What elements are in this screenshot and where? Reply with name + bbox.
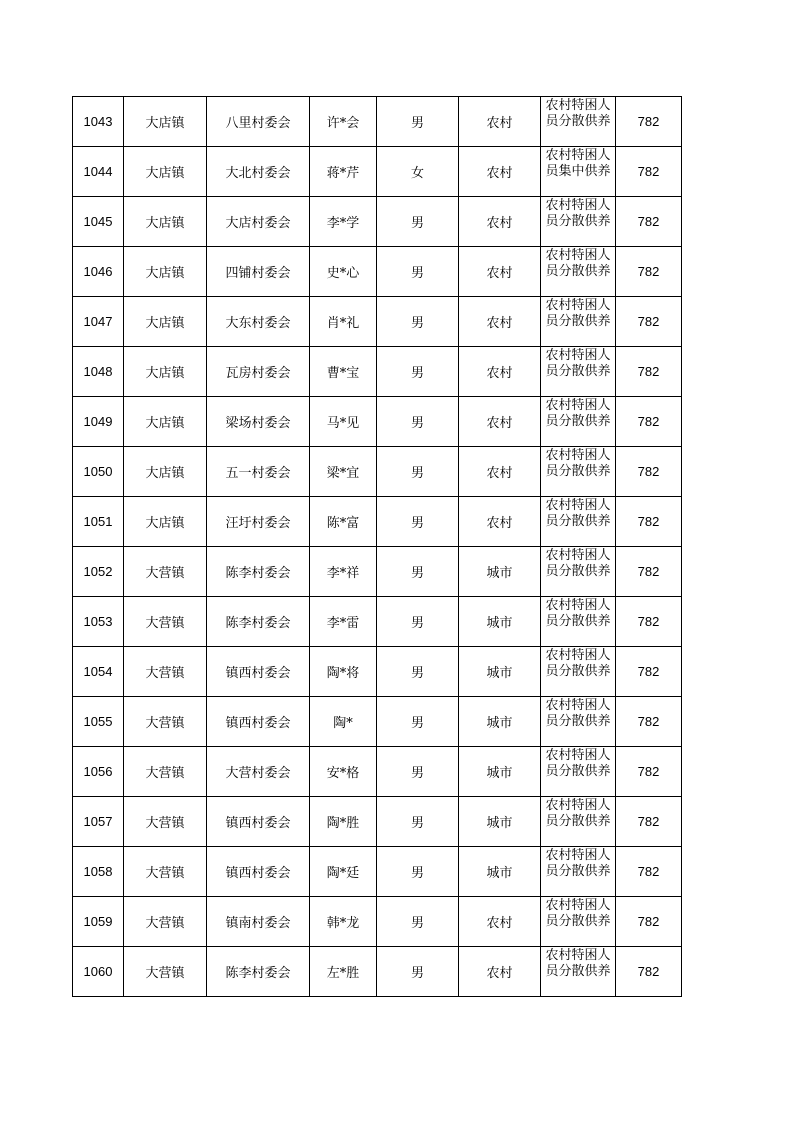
town-cell: 大店镇 (124, 347, 207, 397)
town-cell: 大营镇 (124, 747, 207, 797)
support-type-cell (541, 897, 616, 947)
gender-cell: 男 (377, 297, 459, 347)
person-name-cell: 许*会 (310, 97, 377, 147)
amount-cell: 782 (616, 147, 682, 197)
record-number-cell: 1060 (73, 947, 124, 997)
gender-cell: 男 (377, 597, 459, 647)
town-cell: 大营镇 (124, 597, 207, 647)
amount-cell: 782 (616, 497, 682, 547)
table-row (73, 247, 682, 297)
support-type-text: 农村特困人员分散供养 (545, 548, 611, 579)
person-name-cell: 李*学 (310, 197, 377, 247)
record-number-cell: 1043 (73, 97, 124, 147)
support-type-cell (541, 247, 616, 297)
town-cell: 大店镇 (124, 147, 207, 197)
town-cell: 大营镇 (124, 947, 207, 997)
person-name-cell: 李*祥 (310, 547, 377, 597)
gender-cell: 男 (377, 697, 459, 747)
relief-recipients-table (72, 96, 682, 997)
record-number-cell: 1048 (73, 347, 124, 397)
table-row (73, 447, 682, 497)
gender-cell: 男 (377, 547, 459, 597)
person-name-cell: 安*格 (310, 747, 377, 797)
gender-cell: 男 (377, 947, 459, 997)
table-row (73, 797, 682, 847)
table-row (73, 197, 682, 247)
village-committee-cell: 四铺村委会 (207, 247, 310, 297)
amount-cell: 782 (616, 347, 682, 397)
record-number-cell: 1056 (73, 747, 124, 797)
town-cell: 大营镇 (124, 897, 207, 947)
table-row (73, 397, 682, 447)
support-type-cell (541, 697, 616, 747)
support-type-cell (541, 447, 616, 497)
support-type-cell (541, 647, 616, 697)
town-cell: 大店镇 (124, 397, 207, 447)
village-committee-cell: 镇西村委会 (207, 647, 310, 697)
village-committee-cell: 镇西村委会 (207, 697, 310, 747)
village-committee-cell: 汪圩村委会 (207, 497, 310, 547)
amount-cell: 782 (616, 447, 682, 497)
village-committee-cell: 梁场村委会 (207, 397, 310, 447)
support-type-cell (541, 597, 616, 647)
area-type-cell: 城市 (459, 647, 541, 697)
amount-cell: 782 (616, 947, 682, 997)
gender-cell: 男 (377, 847, 459, 897)
amount-cell: 782 (616, 397, 682, 447)
person-name-cell: 左*胜 (310, 947, 377, 997)
amount-cell: 782 (616, 97, 682, 147)
person-name-cell: 梁*宜 (310, 447, 377, 497)
village-committee-cell: 瓦房村委会 (207, 347, 310, 397)
table-row (73, 897, 682, 947)
record-number-cell: 1052 (73, 547, 124, 597)
support-type-cell (541, 547, 616, 597)
support-type-cell (541, 497, 616, 547)
record-number-cell: 1047 (73, 297, 124, 347)
area-type-cell: 城市 (459, 847, 541, 897)
amount-cell: 782 (616, 297, 682, 347)
amount-cell: 782 (616, 247, 682, 297)
support-type-text: 农村特困人员分散供养 (545, 298, 611, 329)
table-row (73, 347, 682, 397)
village-committee-cell: 陈李村委会 (207, 547, 310, 597)
table-row (73, 97, 682, 147)
village-committee-cell: 大营村委会 (207, 747, 310, 797)
support-type-text: 农村特困人员分散供养 (545, 98, 611, 129)
person-name-cell: 肖*礼 (310, 297, 377, 347)
town-cell: 大店镇 (124, 247, 207, 297)
amount-cell: 782 (616, 897, 682, 947)
support-type-cell (541, 847, 616, 897)
village-committee-cell: 五一村委会 (207, 447, 310, 497)
area-type-cell: 城市 (459, 547, 541, 597)
town-cell: 大店镇 (124, 297, 207, 347)
area-type-cell: 农村 (459, 897, 541, 947)
table-row (73, 297, 682, 347)
record-number-cell: 1059 (73, 897, 124, 947)
record-number-cell: 1050 (73, 447, 124, 497)
table-row (73, 147, 682, 197)
table-row (73, 497, 682, 547)
village-committee-cell: 镇西村委会 (207, 797, 310, 847)
support-type-text: 农村特困人员分散供养 (545, 948, 611, 979)
table-row (73, 647, 682, 697)
table-row (73, 747, 682, 797)
gender-cell: 男 (377, 497, 459, 547)
town-cell: 大营镇 (124, 797, 207, 847)
amount-cell: 782 (616, 797, 682, 847)
town-cell: 大营镇 (124, 697, 207, 747)
support-type-cell (541, 797, 616, 847)
gender-cell: 男 (377, 747, 459, 797)
village-committee-cell: 陈李村委会 (207, 597, 310, 647)
area-type-cell: 农村 (459, 397, 541, 447)
support-type-text: 农村特困人员集中供养 (545, 148, 611, 179)
record-number-cell: 1044 (73, 147, 124, 197)
support-type-cell (541, 947, 616, 997)
town-cell: 大营镇 (124, 647, 207, 697)
person-name-cell: 马*见 (310, 397, 377, 447)
town-cell: 大店镇 (124, 497, 207, 547)
support-type-text: 农村特困人员分散供养 (545, 748, 611, 779)
village-committee-cell: 大店村委会 (207, 197, 310, 247)
gender-cell: 男 (377, 397, 459, 447)
support-type-text: 农村特困人员分散供养 (545, 648, 611, 679)
support-type-text: 农村特困人员分散供养 (545, 448, 611, 479)
amount-cell: 782 (616, 597, 682, 647)
support-type-cell (541, 347, 616, 397)
record-number-cell: 1049 (73, 397, 124, 447)
amount-cell: 782 (616, 747, 682, 797)
area-type-cell: 城市 (459, 697, 541, 747)
gender-cell: 女 (377, 147, 459, 197)
village-committee-cell: 大北村委会 (207, 147, 310, 197)
village-committee-cell: 大东村委会 (207, 297, 310, 347)
person-name-cell: 曹*宝 (310, 347, 377, 397)
area-type-cell: 农村 (459, 97, 541, 147)
village-committee-cell: 镇南村委会 (207, 897, 310, 947)
person-name-cell: 陶* (310, 697, 377, 747)
village-committee-cell: 陈李村委会 (207, 947, 310, 997)
support-type-text: 农村特困人员分散供养 (545, 248, 611, 279)
record-number-cell: 1058 (73, 847, 124, 897)
support-type-cell (541, 147, 616, 197)
area-type-cell: 农村 (459, 197, 541, 247)
person-name-cell: 陈*富 (310, 497, 377, 547)
amount-cell: 782 (616, 197, 682, 247)
area-type-cell: 农村 (459, 247, 541, 297)
town-cell: 大营镇 (124, 847, 207, 897)
table-row (73, 547, 682, 597)
record-number-cell: 1051 (73, 497, 124, 547)
record-number-cell: 1053 (73, 597, 124, 647)
support-type-text: 农村特困人员分散供养 (545, 198, 611, 229)
support-type-text: 农村特困人员分散供养 (545, 598, 611, 629)
area-type-cell: 农村 (459, 447, 541, 497)
support-type-cell (541, 97, 616, 147)
town-cell: 大营镇 (124, 547, 207, 597)
area-type-cell: 农村 (459, 297, 541, 347)
amount-cell: 782 (616, 697, 682, 747)
amount-cell: 782 (616, 547, 682, 597)
table-row (73, 947, 682, 997)
table-row (73, 847, 682, 897)
gender-cell: 男 (377, 97, 459, 147)
area-type-cell: 农村 (459, 497, 541, 547)
person-name-cell: 陶*胜 (310, 797, 377, 847)
town-cell: 大店镇 (124, 197, 207, 247)
person-name-cell: 蒋*芹 (310, 147, 377, 197)
amount-cell: 782 (616, 647, 682, 697)
record-number-cell: 1057 (73, 797, 124, 847)
gender-cell: 男 (377, 247, 459, 297)
support-type-text: 农村特困人员分散供养 (545, 348, 611, 379)
area-type-cell: 城市 (459, 597, 541, 647)
table-row (73, 697, 682, 747)
support-type-text: 农村特困人员分散供养 (545, 498, 611, 529)
support-type-text: 农村特困人员分散供养 (545, 698, 611, 729)
gender-cell: 男 (377, 797, 459, 847)
person-name-cell: 陶*廷 (310, 847, 377, 897)
gender-cell: 男 (377, 197, 459, 247)
record-number-cell: 1046 (73, 247, 124, 297)
table-row (73, 597, 682, 647)
support-type-cell (541, 397, 616, 447)
person-name-cell: 韩*龙 (310, 897, 377, 947)
support-type-text: 农村特困人员分散供养 (545, 898, 611, 929)
record-number-cell: 1045 (73, 197, 124, 247)
support-type-cell (541, 747, 616, 797)
gender-cell: 男 (377, 347, 459, 397)
record-number-cell: 1054 (73, 647, 124, 697)
area-type-cell: 农村 (459, 947, 541, 997)
person-name-cell: 史*心 (310, 247, 377, 297)
support-type-text: 农村特困人员分散供养 (545, 798, 611, 829)
person-name-cell: 陶*将 (310, 647, 377, 697)
record-number-cell: 1055 (73, 697, 124, 747)
area-type-cell: 农村 (459, 347, 541, 397)
support-type-cell (541, 197, 616, 247)
town-cell: 大店镇 (124, 97, 207, 147)
support-type-cell (541, 297, 616, 347)
amount-cell: 782 (616, 847, 682, 897)
support-type-text: 农村特困人员分散供养 (545, 848, 611, 879)
area-type-cell: 城市 (459, 797, 541, 847)
gender-cell: 男 (377, 447, 459, 497)
support-type-text: 农村特困人员分散供养 (545, 398, 611, 429)
town-cell: 大店镇 (124, 447, 207, 497)
table-body (73, 97, 682, 997)
area-type-cell: 城市 (459, 747, 541, 797)
person-name-cell: 李*雷 (310, 597, 377, 647)
village-committee-cell: 八里村委会 (207, 97, 310, 147)
area-type-cell: 农村 (459, 147, 541, 197)
gender-cell: 男 (377, 897, 459, 947)
village-committee-cell: 镇西村委会 (207, 847, 310, 897)
gender-cell: 男 (377, 647, 459, 697)
